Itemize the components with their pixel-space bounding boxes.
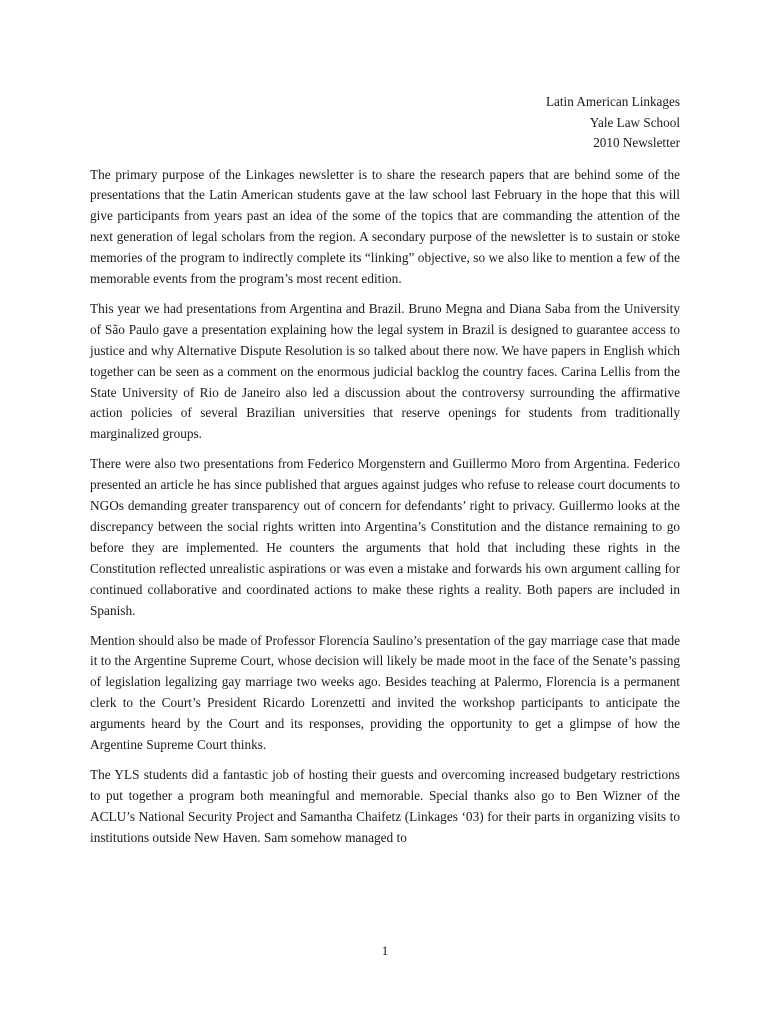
paragraph-argentina-presentations: There were also two presentations from Federico Morgenstern and Guillermo Moro from Argentina. Federico presented an article he has since published that argues against judges who refuse to release court documents to NGOs demanding greater transparency out of concern for defendants’ right to privacy. Guillermo looks at the discrepancy between the social rights written into Argentina’s Constitution and the distance remaining to go before they are implemented. He counters the arguments that hold that including these rights in the Constitution reflected unrealistic aspirations or was even a mistake and forwards his own argument calling for continued collaborative and coordinated actions to make these rights a reality. Both papers are included in Spanish. [90,456,680,618]
paragraph-purpose: The primary purpose of the Linkages newsletter is to share the research papers that are behind some of the presentations that the Latin American students gave at the law school last February in the hope that this will give participants from years past an idea of the some of the topics that are commanding the attention of the next generation of legal scholars from the region. A secondary purpose of the newsletter is to sustain or stoke memories of the program to indirectly complete its “linking” objective, so we also like to mention a few of the memorable events from the program’s most recent edition. [90,166,680,287]
paragraph-brazil-presentations: This year we had presentations from Argentina and Brazil. Bruno Megna and Diana Saba from the University of São Paulo gave a presentation explaining how the legal system in Brazil is designed to guarantee access to justice and why Alternative Dispute Resolution is so talked about there now. We have papers in English which together can be seen as a comment on the enormous judicial backlog the country faces. Carina Lellis from the State University of Rio de Janeiro also led a discussion about the controversy surrounding the affirmative action policies of several Brazilian universities that reserve openings for students from traditionally marginalized groups. [90,300,680,442]
document-page [90,92,680,858]
newsletter-body [90,165,680,849]
header-newsletter-year: 2010 Newsletter [593,135,680,150]
page-number: 1 [381,943,389,958]
paragraph-gay-marriage-case: Mention should also be made of Professor Florencia Saulino’s presentation of the gay marriage case that made it to the Argentine Supreme Court, whose decision will likely be made moot in the face of the Senate’s passing of legislation legalizing gay marriage two weeks ago. Besides teaching at Palermo, Florencia is a permanent clerk to the Court’s President Ricardo Lorenzetti and invited the workshop participants to anticipate the arguments heard by the Court and its responses, providing the opportunity to get a glimpse of how the Argentine Supreme Court thinks. [90,632,680,753]
header-school-name: Yale Law School [589,114,680,130]
newsletter-header [90,92,680,154]
header-program-name: Latin American Linkages [545,94,680,109]
paragraph-yls-students: The YLS students did a fantastic job of hosting their guests and overcoming increased budgetary restrictions to put together a program both meaningful and memorable. Special thanks also go to Ben Wizner of the ACLU’s National Security Project and Samantha Chaifetz (Linkages ‘03) for their parts in organizing visits to institutions outside New Haven. Sam somehow managed to [90,766,680,845]
